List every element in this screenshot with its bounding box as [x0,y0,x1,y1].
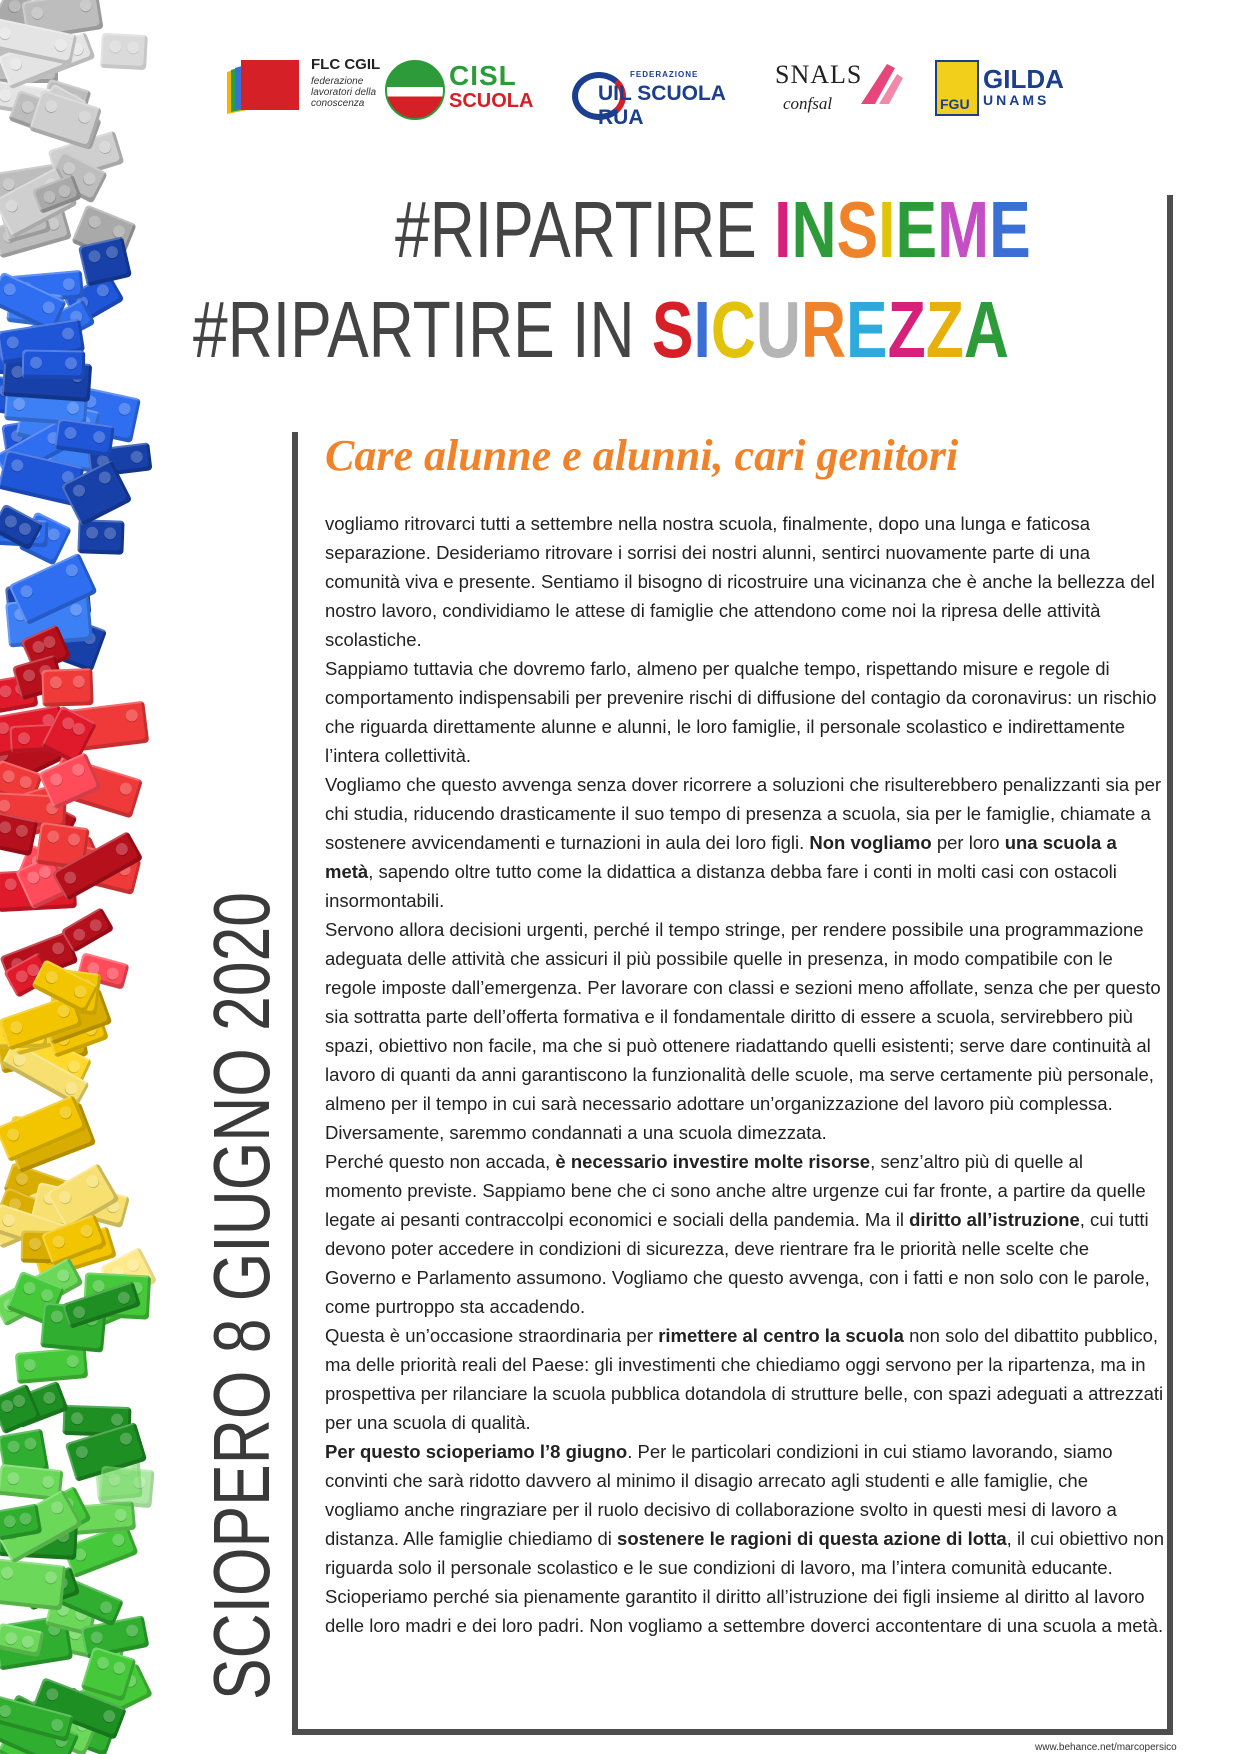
lego-brick [98,1466,154,1508]
salutation-heading: Care alunne e alunni, cari genitori [325,431,959,480]
snals-name: SNALS [775,60,863,89]
headline-letter: C [710,285,756,374]
emphasis-text: rimettere al centro la scuola [658,1325,904,1346]
headline-ripartire-insieme [395,185,1031,274]
headline-2-word [652,285,1009,374]
strike-date-title [196,664,288,1700]
lego-brick [0,1558,66,1610]
headline-1-prefix: #RIPARTIRE [395,185,775,274]
headline-letter: U [755,285,801,374]
headline-1-word [774,185,1031,274]
headline-letter: R [800,285,847,374]
gilda-fgu: FGU [940,96,970,112]
gilda-name: GILDA [983,64,1064,94]
cisl-scuola-logo [385,52,545,130]
letter-paragraph [325,915,1165,1147]
uil-scuola-logo [570,52,750,130]
paragraph-text: non solo del dibattito pubblico, ma delle priorità reali del Paese: gli investimenti che chiediamo oggi servono per la ripartenza, ma in prospettiva per rilanciare la scuola pubblica dotandola di strutture belle, con spazi adeguati a attrezzati per una scuola di qualità. [325,1325,1164,1433]
snals-logo [775,52,915,130]
letter-paragraph [325,770,1165,915]
gilda-subtitle: UNAMS [983,92,1050,108]
headline-letter: Z [925,285,964,374]
letter-paragraph [325,1437,1165,1640]
letter-paragraph [325,509,1165,654]
lego-brick [61,907,115,953]
paragraph-text: vogliamo ritrovarci tutti a settembre nella nostra scuola, finalmente, dopo una lunga e faticosa separazione. Desideriamo ritrovare i sorrisi dei nostri alunni, sentirci nuovamente parte di una comunità viva e presente. Sentiamo il bisogno di ricostruire una vicinanza che è anche la bellezza del nostro lavoro, condividiamo le attese di famiglie che attendono come noi la ripresa delle attività scolastiche. [325,513,1155,650]
lego-brick [41,668,93,707]
lego-brick [100,33,148,70]
flc-subtitle: federazione lavoratori della conoscenza [311,76,377,109]
headline-letter: I [693,285,711,374]
letter-paragraph [325,1147,1165,1321]
frame-left-border [292,432,298,1735]
letter-paragraph [325,1321,1165,1437]
paragraph-text: , cui tutti devono poter accedere in condizioni di sicurezza, deve rientrare fra le priorità nelle scelte che Governo e Parlamento assumono. Vogliamo che questo avvenga, con i fatti e non solo con le parole, come purtroppo sta accadendo. [325,1209,1150,1317]
frame-right-border [1167,195,1173,1735]
emphasis-text: è necessario investire molte risorse [555,1151,871,1172]
paragraph-text: , senz’altro più di quelle al momento previste. Sappiamo bene che ci sono anche altre urgenze cui far fronte, a partire da quelle legate ai pesanti contraccolpi economici e sociali della pandemia. Ma il [325,1151,1146,1230]
flc-name: FLC CGIL [311,56,381,73]
paragraph-text: Perché questo non accada, [325,1151,556,1172]
letter-paragraph [325,654,1165,770]
paragraph-text: Sappiamo tuttavia che dovremo farlo, almeno per qualche tempo, rispettando misure e regole di comportamento indispensabili per prevenire rischi di diffusione del contagio da coronavirus: un rischio che riguarda direttamente alunne e alunni, le loro famiglie, il personale scolastico e indirettamente l’intera collettività. [325,658,1157,766]
strike-date-text: SCIOPERO 8 GIUGNO 2020 [197,891,286,1700]
cisl-flag-icon [385,60,445,120]
uil-federation: FEDERAZIONE [630,70,699,79]
paragraph-text: . Per le particolari condizioni in cui stiamo lavorando, siamo convinti che sarà ridotto davvero al minimo il disagio arrecato agli studenti e alle famiglie, che vogliamo anche ringraziare per il ruolo decisivo di collaborazione svolto in questi mesi di lavoro a distanza. Alle famiglie chiediamo di [325,1441,1117,1549]
paragraph-text: , il cui obiettivo non riguarda solo il personale scolastico e le sue condizioni di lavoro, ma l’intera comunità educante. Scioperiamo perché sia pienamente garantito il diritto all’istruzione dei figli insieme al diritto al lavoro delle loro madri e dei loro padri. Non vogliamo a settembre doverci accontentare di una scuola a metà. [325,1528,1165,1636]
uil-name: UIL SCUOLA RUA [598,82,726,129]
cisl-name: CISL [449,60,517,91]
emphasis-text: diritto all’istruzione [909,1209,1080,1230]
lego-brick [22,349,85,379]
paragraph-text: , sapendo oltre tutto come la didattica a distanza debba fare i conti in molti casi con ostacoli insormontabili. [325,861,1117,911]
lego-bricks-decoration [0,0,175,1754]
emphasis-text: una scuola a metà [325,832,1117,882]
headline-letter: E [989,185,1031,274]
headline-letter: M [937,185,990,274]
headline-letter: I [774,185,792,274]
letter-body [325,509,1165,1640]
designer-credit: www.behance.net/marcopersico [1035,1742,1177,1753]
lego-brick [15,1347,88,1384]
gilda-unams-logo [935,52,1095,130]
headline-letter: N [791,185,837,274]
emphasis-text: sostenere le ragioni di questa azione di lotta [617,1528,1007,1549]
headline-letter: S [836,185,879,274]
lego-brick [78,236,132,286]
snals-mark-icon [857,58,905,108]
headline-ripartire-sicurezza [193,285,1009,374]
paragraph-text: per loro [931,832,1005,853]
union-logos [225,52,1185,132]
headline-letter: S [651,285,694,374]
flc-cgil-logo [225,52,395,130]
headline-letter: A [963,285,1009,374]
headline-2-prefix: #RIPARTIRE IN [193,285,652,374]
gilda-emblem-icon [935,60,979,116]
headline-letter: E [846,285,888,374]
frame-bottom-border [292,1729,1173,1735]
emphasis-text: Per questo scioperiamo l’8 giugno [325,1441,628,1462]
cisl-subtitle: SCUOLA [449,90,534,112]
headline-letter: E [895,185,938,274]
headline-letter: Z [887,285,926,374]
flc-flag-icon [225,58,303,116]
snals-subtitle: confsal [783,94,833,113]
paragraph-text: Questa è un’occasione straordinaria per [325,1325,659,1346]
headline-letter: I [878,185,896,274]
emphasis-text: Non vogliamo [809,832,932,853]
paragraph-text: Servono allora decisioni urgenti, perché il tempo stringe, per rendere possibile una programmazione adeguata delle attività che assicuri il più possibile quelle in presenza, in modo compatibile con le regole imposte dall’emergenza. Per lavorare con classi e sezioni meno affollate, senza che per questo sia sottratta parte dell’offerta formativa e il fondamentale diritto di essere a scuola, servirebbero più spazi, obiettivo non facile, ma che si può ottenere riadattando quelli esistenti; serve dare continuità al lavoro di quanti da anni garantiscono la funzionalità delle scuole, ma serve certamente più personale, almeno per il tempo in cui sarà necessario adottare un’organizzazione del lavoro più complessa. Diversamente, saremmo condannati a una scuola dimezzata. [325,919,1161,1143]
lego-brick [29,89,102,149]
paragraph-text: Vogliamo che questo avvenga senza dover ricorrere a soluzioni che risulterebbero penalizzanti sia per chi studia, riducendo drasticamente il suo tempo di presenza a scuola, sia per le famiglie, chiamate a sostenere avvicendamenti e turnazioni in aula dei loro figli. [325,774,1162,853]
